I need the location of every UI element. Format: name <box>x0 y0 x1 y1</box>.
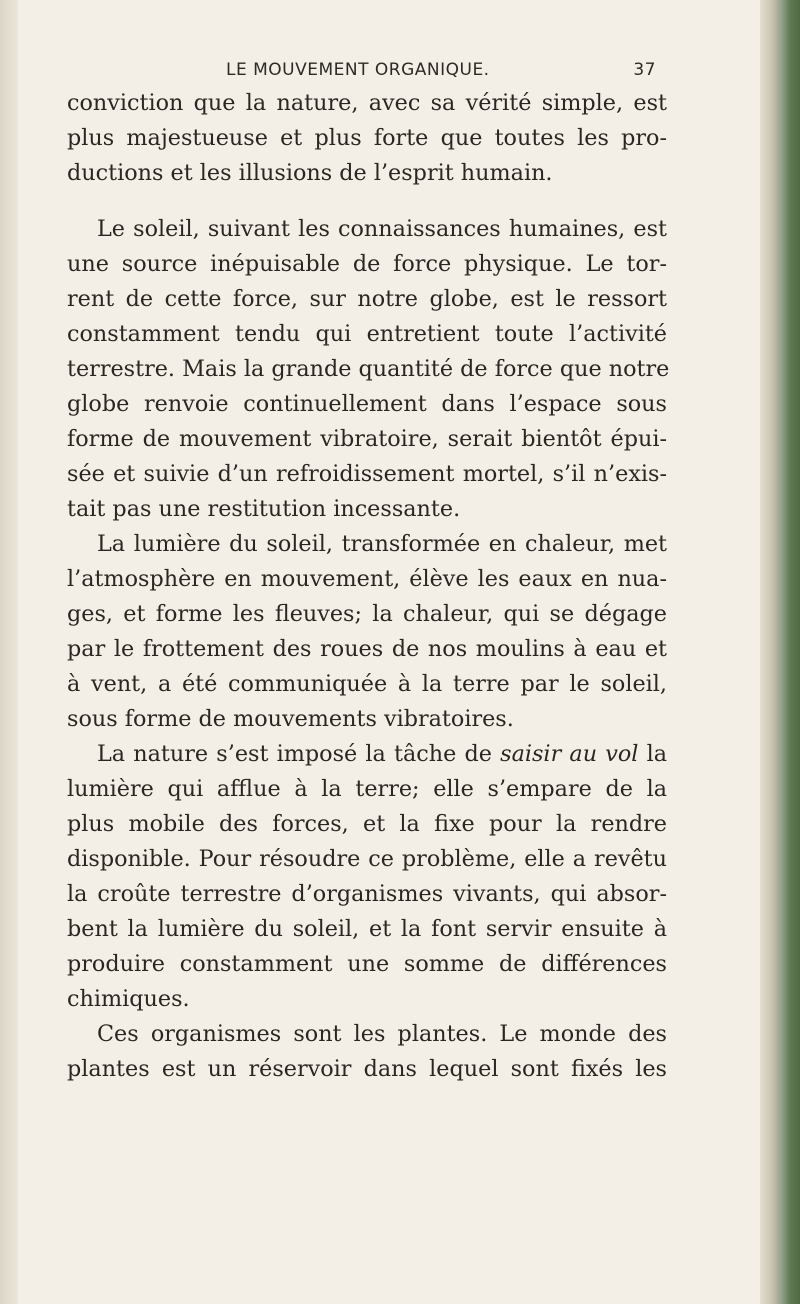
paragraph-gap <box>67 191 667 212</box>
text-line: à vent, a été communiquée à la terre par le soleil, <box>67 671 667 697</box>
text-line: plus majestueuse et plus forte que toutes les pro- <box>67 125 667 151</box>
text-segment: La nature s’est imposé la tâche de <box>97 741 501 767</box>
text-line: par le frottement des roues de nos moulins à eau et <box>67 636 667 662</box>
text-line: rent de cette force, sur notre globe, est le ressort <box>67 286 667 312</box>
text-line: une source inépuisable de force physique. Le tor- <box>67 251 667 277</box>
page-binding-edge <box>760 0 800 1304</box>
text-line: chimiques. <box>67 986 190 1012</box>
text-line: sous forme de mouvements vibratoires. <box>67 706 514 732</box>
text-line: ductions et les illusions de l’esprit humain. <box>67 160 553 186</box>
body-text <box>67 86 670 1087</box>
text-segment: la <box>638 741 667 767</box>
text-line: globe renvoie continuellement dans l’espace sous <box>67 391 667 417</box>
text-line: forme de mouvement vibratoire, serait bientôt épui- <box>67 426 667 452</box>
paragraph-5 <box>67 1017 667 1087</box>
paragraph-1 <box>67 86 667 191</box>
text-line: sée et suivie d’un refroidissement mortel, s’il n’exis- <box>67 461 667 487</box>
text-line: constamment tendu qui entretient toute l’activité <box>67 321 667 347</box>
text-line: la croûte terrestre d’organismes vivants, qui absor- <box>67 881 667 907</box>
text-line: Ces organismes sont les plantes. Le monde des <box>97 1021 667 1047</box>
text-line: terrestre. Mais la grande quantité de force que notre <box>67 356 670 382</box>
text-line: conviction que la nature, avec sa vérité simple, est <box>67 90 667 116</box>
text-line: tait pas une restitution incessante. <box>67 496 461 522</box>
text-line: plus mobile des forces, et la fixe pour la rendre <box>67 811 667 837</box>
text-line: produire constamment une somme de différences <box>67 951 667 977</box>
text-line: lumière qui afflue à la terre; elle s’empare de la <box>67 776 667 802</box>
page-left-margin <box>0 0 18 1304</box>
paragraph-4 <box>67 737 667 1017</box>
text-line: disponible. Pour résoudre ce problème, elle a revêtu <box>67 846 667 872</box>
paragraph-2 <box>67 212 670 527</box>
text-line: l’atmosphère en mouvement, élève les eaux en nua- <box>67 566 667 592</box>
text-line: bent la lumière du soleil, et la font servir ensuite à <box>67 916 667 942</box>
text-line: plantes est un réservoir dans lequel sont fixés les <box>67 1056 667 1082</box>
running-title: LE MOUVEMENT ORGANIQUE. <box>226 60 490 80</box>
italic-phrase: saisir au vol <box>500 741 639 767</box>
text-line: La lumière du soleil, transformée en chaleur, met <box>97 531 667 557</box>
paragraph-3 <box>67 527 667 737</box>
text-line: ges, et forme les fleuves; la chaleur, qui se dégage <box>67 601 667 627</box>
page-number: 37 <box>633 60 656 80</box>
text-line: Le soleil, suivant les connaissances humaines, est <box>97 216 667 242</box>
text-line <box>67 737 667 772</box>
